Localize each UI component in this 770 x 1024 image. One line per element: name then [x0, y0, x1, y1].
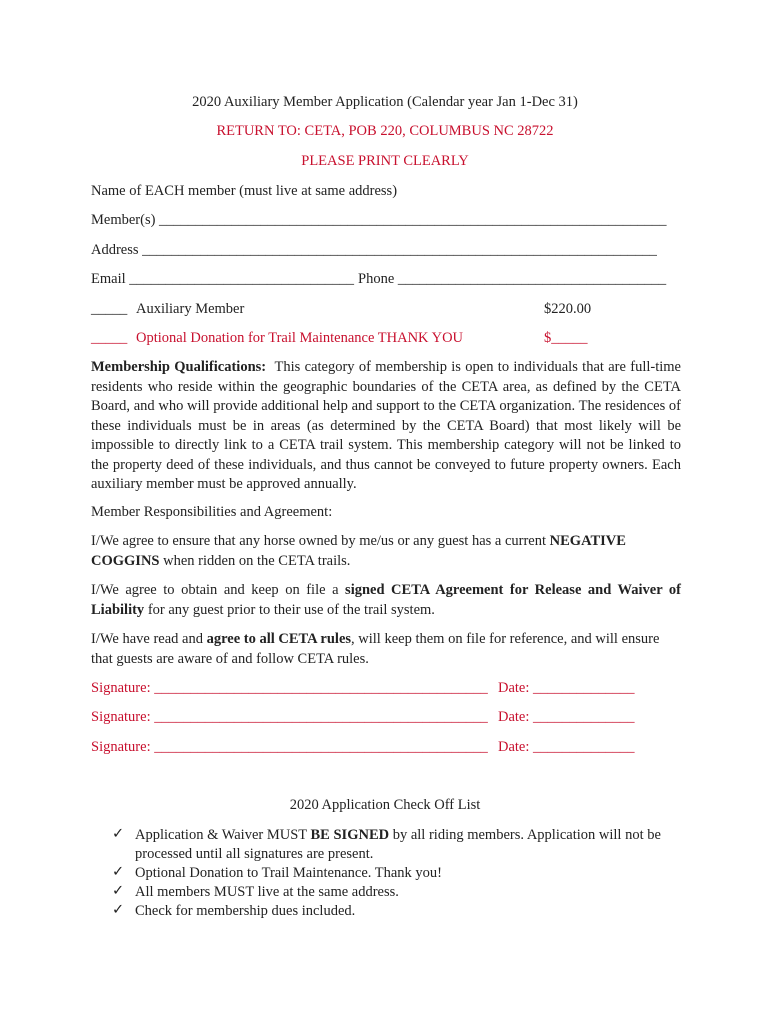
- checklist-item-1-text: Application & Waiver MUST: [135, 827, 311, 843]
- print-clearly-notice: PLEASE PRINT CLEARLY: [301, 153, 469, 169]
- return-address: RETURN TO: CETA, POB 220, COLUMBUS NC 28722: [216, 123, 554, 139]
- email-field[interactable]: Email _______________________________: [91, 271, 355, 287]
- auxiliary-member-amount: $220.00: [544, 301, 592, 317]
- qualifications-text: This category of membership is open to individuals that are full-time residents who reside within the geographic boundaries of the CETA area, as defined by the CETA Board, and who will provide additional help and support to the CETA organization. The residences of these individuals must be in areas (as determined by the CETA Board) that most likely will be impossible to directly link to a CETA trail system. This membership category will not be linked to the property deed of these individuals, and thus cannot be conveyed to future property owners. Each auxiliary member must be approved annually.: [91, 359, 681, 492]
- checklist-item-1-emphasis: BE SIGNED: [310, 827, 390, 843]
- signature-field-2[interactable]: Signature: ______________________________________________: [91, 709, 488, 725]
- rules-emphasis: agree to all CETA rules: [206, 631, 352, 647]
- waiver-agreement: [91, 581, 681, 620]
- donation-amount[interactable]: $_____: [544, 330, 588, 346]
- waiver-text-2: for any guest prior to their use of the trail system.: [144, 601, 435, 618]
- checklist-item-dues: Check for membership dues included.: [135, 903, 356, 919]
- rules-agreement: [91, 630, 681, 669]
- date-field-1[interactable]: Date: ______________: [498, 680, 635, 696]
- coggins-text-1: I/We agree to ensure that any horse owned by me/us or any guest has a current: [91, 533, 550, 549]
- checklist-item-signed: [135, 826, 685, 864]
- signature-field-1[interactable]: Signature: ______________________________________________: [91, 680, 488, 696]
- check-mark-icon: ✓: [112, 864, 125, 880]
- check-mark-icon: ✓: [112, 883, 125, 899]
- checklist-title: 2020 Application Check Off List: [289, 797, 481, 813]
- responsibilities-heading: Member Responsibilities and Agreement:: [91, 504, 333, 520]
- date-field-3[interactable]: Date: ______________: [498, 739, 635, 755]
- members-field[interactable]: Member(s) ______________________________________________________________________: [91, 212, 667, 228]
- checklist-item-1-text-2: by all riding members. Application will not be processed until all signatures are present.: [135, 827, 661, 862]
- check-mark-icon: ✓: [112, 902, 125, 918]
- waiver-emphasis: signed CETA Agreement for Release and Waiver of Liability: [91, 582, 681, 618]
- rules-text-1: I/We have read and: [91, 631, 207, 647]
- coggins-emphasis: NEGATIVE COGGINS: [91, 533, 626, 569]
- waiver-text-1: I/We agree to obtain and keep on file a: [91, 582, 346, 598]
- coggins-agreement: [91, 532, 681, 571]
- rules-text-2: , will keep them on file for reference, and will ensure that guests are aware of and follow CETA rules.: [91, 631, 660, 667]
- address-field[interactable]: Address _______________________________________________________________________: [91, 242, 657, 258]
- check-mark-icon: ✓: [112, 826, 125, 842]
- membership-qualifications: [91, 358, 681, 495]
- auxiliary-member-blank[interactable]: _____: [91, 301, 128, 317]
- qualifications-heading: Membership Qualifications:: [91, 359, 267, 375]
- coggins-text-2: when ridden on the CETA trails.: [159, 552, 351, 569]
- checklist-item-address: All members MUST live at the same address.: [135, 884, 399, 900]
- phone-field[interactable]: Phone _____________________________________: [358, 271, 667, 287]
- signature-field-3[interactable]: Signature: ______________________________________________: [91, 739, 488, 755]
- donation-blank[interactable]: _____: [91, 330, 128, 346]
- checklist-item-donation: Optional Donation to Trail Maintenance. Thank you!: [135, 865, 443, 881]
- members-intro: Name of EACH member (must live at same address): [91, 183, 398, 199]
- date-field-2[interactable]: Date: ______________: [498, 709, 635, 725]
- page-title: 2020 Auxiliary Member Application (Calendar year Jan 1-Dec 31): [192, 94, 578, 110]
- auxiliary-member-label: Auxiliary Member: [136, 301, 245, 317]
- donation-label: Optional Donation for Trail Maintenance THANK YOU: [136, 330, 464, 346]
